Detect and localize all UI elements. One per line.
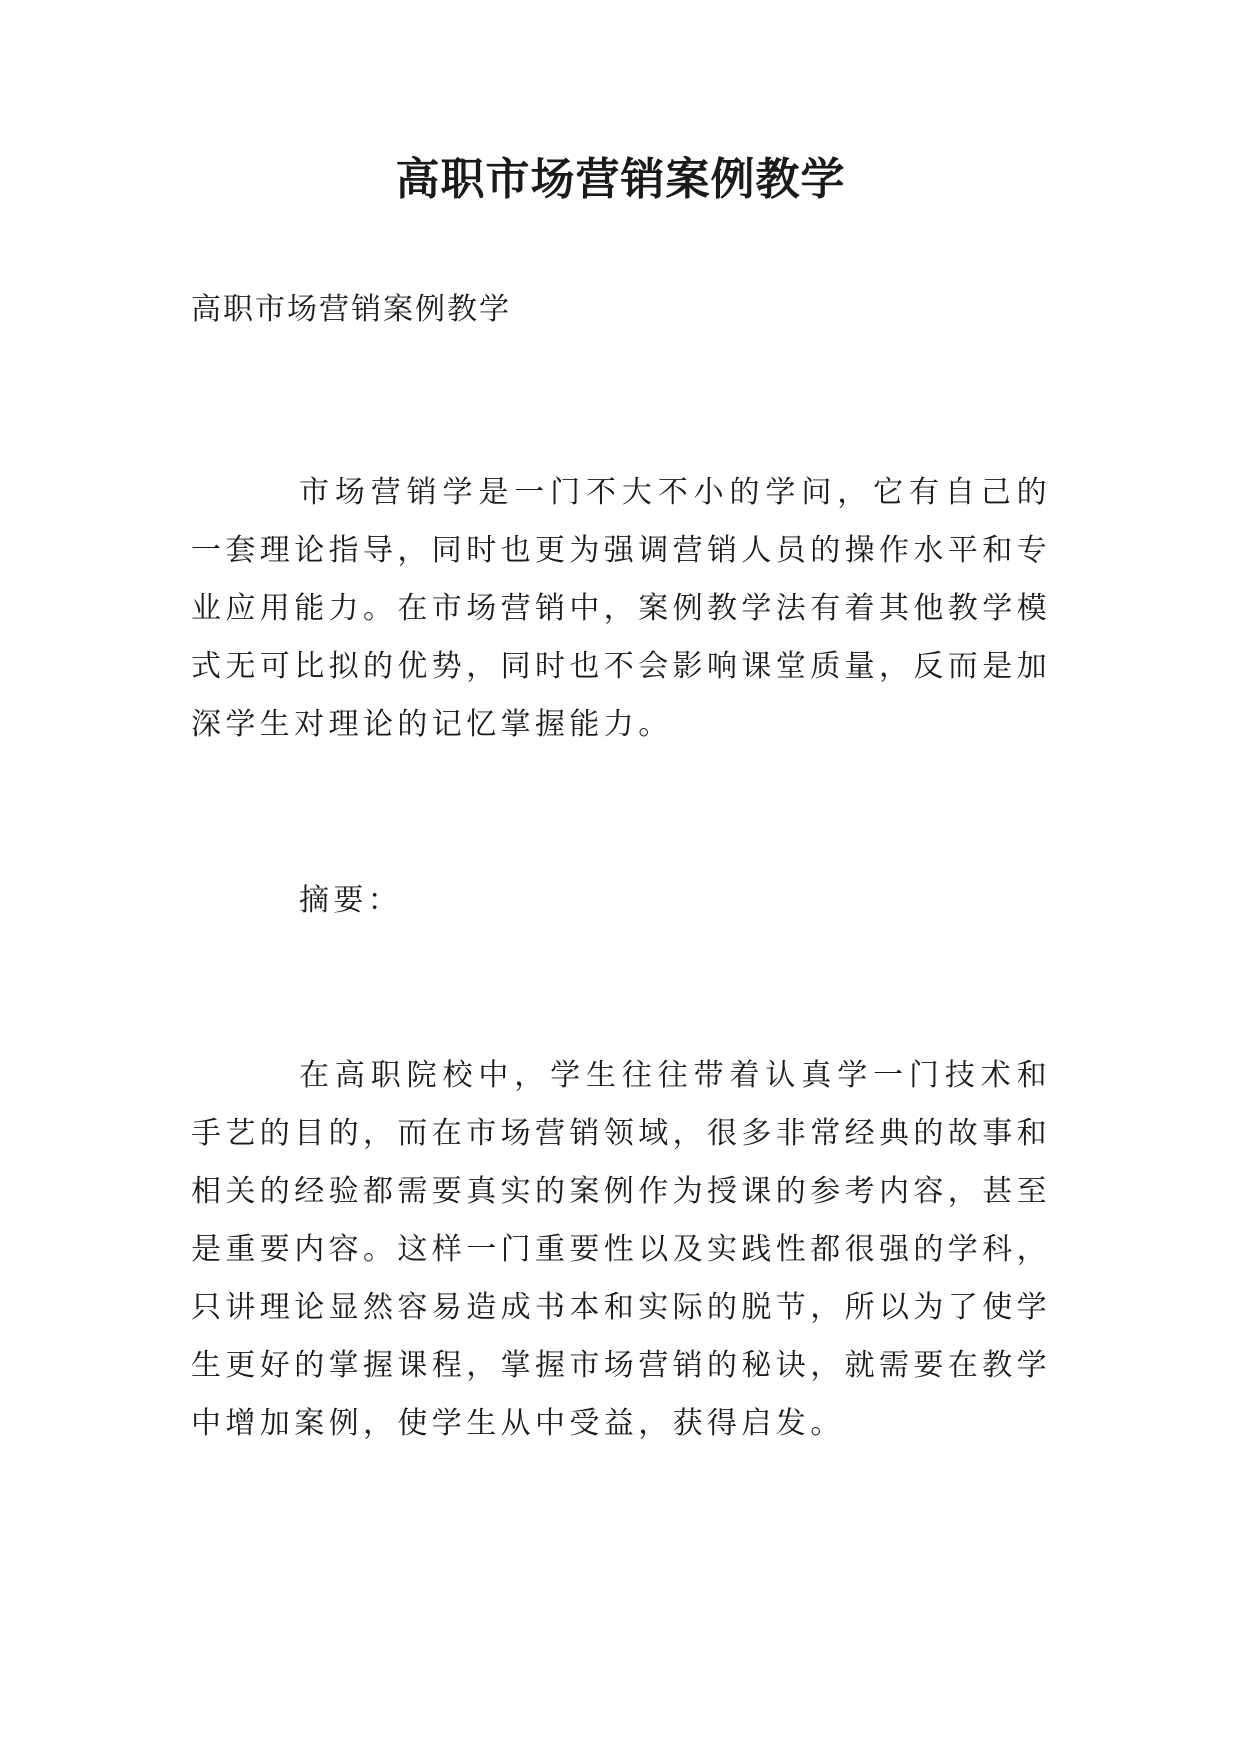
intro-paragraph: 市场营销学是一门不大不小的学问，它有自己的一套理论指导，同时也更为强调营销人员的操作水平和专业应用能力。在市场营销中，案例教学法有着其他教学模式无可比拟的优势，同时也不会影响课堂质量，反而是加深学生对理论的记忆掌握能力。 xyxy=(191,475,1051,742)
abstract-label: 摘要： xyxy=(299,883,403,918)
document-subtitle: 高职市场营销案例教学 xyxy=(191,292,511,327)
page-title: 高职市场营销案例教学 xyxy=(395,154,846,205)
body-paragraph: 在高职院校中，学生往往带着认真学一门技术和手艺的目的，而在市场营销领域，很多非常经典的故事和相关的经验都需要真实的案例作为授课的参考内容，甚至是重要内容。这样一门重要性以及实践性都很强的学科，只讲理论显然容易造成书本和实际的脱节，所以为了使学生更好的掌握课程，掌握市场营销的秘诀，就需要在教学中增加案例，使学生从中受益，获得启发。 xyxy=(191,1058,1051,1441)
